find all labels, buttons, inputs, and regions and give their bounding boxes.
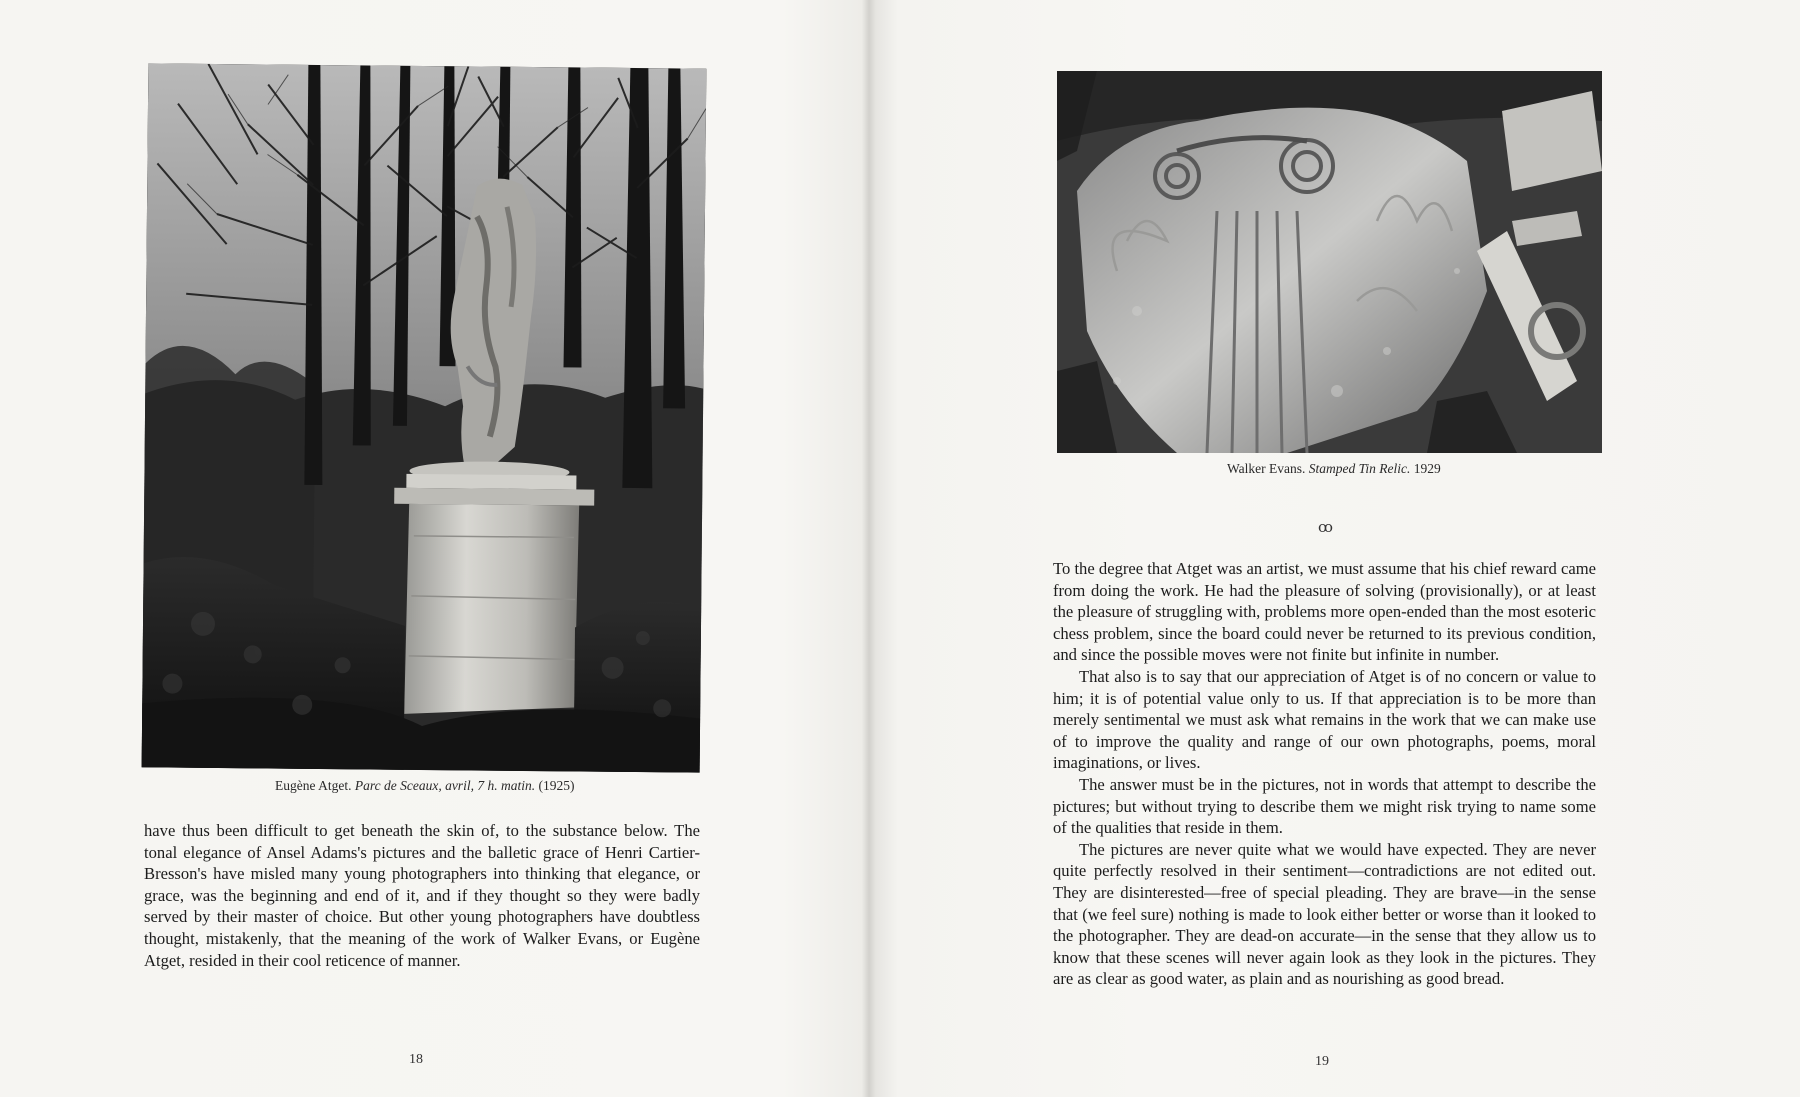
page-number-left: 18 [409, 1052, 423, 1067]
paragraph: That also is to say that our appreciation of Atget is of no concern or value to him; it is of potential value only to us. If that appreciation is to be more than merely sentimental we must ask what remains in the work that we can make use of to improve the quality and range of our own photographs, poems, moral imaginations, or lives. [1053, 666, 1596, 773]
atget-statue-photo [142, 63, 707, 772]
section-ornament: ꝏ [1318, 520, 1333, 536]
atget-photo-caption [275, 778, 574, 794]
book-gutter [862, 0, 876, 1097]
caption-date: 1929 [1413, 461, 1441, 476]
caption-title: Parc de Sceaux, avril, 7 h. matin. [354, 778, 536, 793]
left-body-text [144, 820, 700, 971]
right-body-text [1053, 558, 1596, 990]
paragraph: The answer must be in the pictures, not in words that attempt to describe the pictures; but without trying to describe them we might risk trying to name some of the qualities that reside in them. [1053, 774, 1596, 838]
paragraph: To the degree that Atget was an artist, we must assume that his chief reward came from doing the work. He had the pleasure of solving (provisionally), or at least the pleasure of struggling with, problems more open-ended than the most esoteric chess problem, since the board could never be returned to its previous condition, and since the possible moves were not finite but infinite in number. [1053, 559, 1596, 665]
paragraph: The pictures are never quite what we would have expected. They are never quite perfectly resolved in their sentiment—contradictions are not edited out. They are disinterested—free of special pleading. They are brave—in the sense that (we feel sure) nothing is made to look either better or worse than it looked to the photographer. They are dead-on accurate—in the sense that they allow us to know that these scenes will never again look as they look in the pictures. They are as clear as good water, as plain and as nourishing as good bread. [1053, 839, 1596, 989]
caption-artist: Walker Evans. [1227, 461, 1306, 476]
page-number-right: 19 [1315, 1054, 1329, 1069]
paragraph: have thus been difficult to get beneath the skin of, to the substance below. The tonal elegance of Ansel Adams's pictures and the balletic grace of Henri Cartier-Bresson's have misled many young photographers into thinking that elegance, or grace, was the beginning and end of it, and if they thought so they were badly served by their master of choice. But other young photographers have doubtless thought, mistakenly, that the meaning of the work of Walker Evans, or Eugène Atget, resided in their cool reticence of manner. [144, 821, 700, 970]
caption-artist: Eugène Atget. [275, 778, 352, 793]
caption-date: (1925) [538, 778, 575, 793]
evans-photo-caption [1227, 461, 1441, 477]
caption-title: Stamped Tin Relic. [1308, 461, 1411, 476]
evans-tin-relic-photo [1057, 71, 1602, 453]
